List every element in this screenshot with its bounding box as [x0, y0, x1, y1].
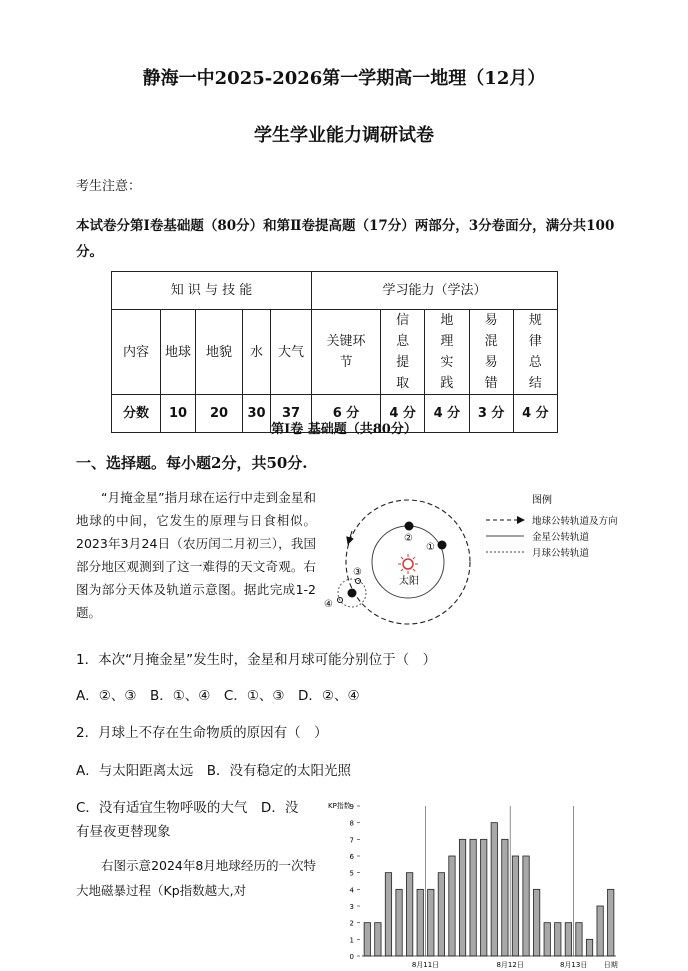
- x-tick-label: 日期: [603, 961, 618, 969]
- kp-bar: [459, 839, 465, 956]
- kp-bar: [502, 839, 508, 956]
- orbit-diagram: [318, 486, 618, 626]
- x-tick-label: 8月11日: [411, 961, 440, 969]
- marker-1: ①: [426, 542, 435, 553]
- kp-bar: [512, 856, 518, 956]
- score-group-ability: 学习能力（学法）: [312, 272, 558, 310]
- score-cell: 10: [161, 395, 196, 433]
- kp-bar: [565, 923, 571, 956]
- score-cell: 37: [271, 395, 312, 433]
- y-tick-label: 3: [349, 903, 354, 911]
- y-tick-label: 2: [349, 919, 354, 928]
- kp-bar: [586, 939, 592, 956]
- y-tick-label: 7: [349, 836, 354, 845]
- kp-bar: [533, 889, 539, 956]
- content-cell: 关键环节: [312, 310, 381, 395]
- content-cell: 水: [243, 310, 271, 395]
- content-cell: 易混易错: [469, 310, 513, 395]
- section1-heading: 一、选择题。每小题2分，共50分.: [76, 454, 308, 472]
- question-2-stem: 2．月球上不存在生命物质的原因有（ ）: [76, 725, 328, 741]
- score-cell: 4 分: [381, 395, 425, 433]
- marker-4: ④: [324, 599, 333, 610]
- question-2-options-cont: C．没有适宜生物呼吸的大气 D．没: [76, 800, 299, 816]
- kp-bar: [576, 923, 582, 956]
- page-title: 静海一中2025-2026第一学期高一地理（12月）: [142, 68, 546, 89]
- kp-bar: [597, 906, 603, 956]
- x-tick-label: 8月12日: [496, 961, 524, 969]
- y-tick-label: 5: [349, 869, 354, 878]
- y-tick-label: 0: [349, 953, 354, 961]
- content-cell: 大气: [271, 310, 312, 395]
- score-cell: 4 分: [425, 395, 469, 433]
- marker-2: ②: [404, 533, 413, 544]
- marker-3: ③: [353, 567, 362, 578]
- kp-index-chart: [328, 796, 620, 971]
- question-2-options: A．与太阳距离太远 B．没有稳定的太阳光照: [76, 763, 351, 779]
- content-cell: 地球: [161, 310, 196, 395]
- kp-bar: [385, 873, 391, 956]
- score-cell: 4 分: [513, 395, 557, 433]
- venus-marker: [405, 522, 414, 531]
- part1-heading: 第Ⅰ卷 基础题（共80分）: [271, 422, 417, 437]
- question-2-options-cont: 有昼夜更替现象: [76, 824, 171, 840]
- score-cell: 20: [196, 395, 243, 433]
- content-cell: 信息提取: [381, 310, 425, 395]
- kp-bar: [544, 923, 550, 956]
- content-cell: 地貌: [196, 310, 243, 395]
- row-label-score: 分数: [112, 395, 161, 433]
- score-cell: 6 分: [312, 395, 381, 433]
- kp-bar: [396, 889, 402, 956]
- chart-ylabel: KP指数: [328, 802, 351, 810]
- venus-marker: [438, 541, 447, 550]
- score-cell: 3 分: [469, 395, 513, 433]
- y-tick-label: 9: [349, 803, 354, 811]
- legend-item: 月球公转轨道: [532, 548, 590, 559]
- kp-bar: [406, 873, 412, 956]
- kp-bar: [481, 839, 487, 956]
- score-table: [111, 271, 558, 433]
- y-tick-label: 6: [349, 853, 354, 861]
- earth-marker: [348, 589, 357, 598]
- kp-bar: [364, 923, 370, 956]
- score-group-knowledge: 知 识 与 技 能: [112, 272, 312, 310]
- notice-label: 考生注意：: [76, 179, 142, 194]
- page-subtitle: 学生学业能力调研试卷: [254, 125, 434, 146]
- content-cell: 地理实践: [425, 310, 469, 395]
- kp-bar: [555, 923, 561, 956]
- kp-bar: [449, 856, 455, 956]
- score-cell: 30: [243, 395, 271, 433]
- kp-bar: [491, 823, 497, 956]
- kp-bar: [523, 856, 529, 956]
- passage-geomagnetic: 右图示意2024年8月地球经历的一次特大地磁暴过程（Kp指数越大,对: [76, 858, 316, 898]
- sun-icon: [398, 554, 418, 574]
- kp-bar: [417, 889, 423, 956]
- question-1-stem: 1．本次“月掩金星”发生时，金星和月球可能分别位于（ ）: [76, 652, 437, 668]
- legend-item: 地球公转轨道及方向: [532, 516, 618, 527]
- sun-label: 太阳: [399, 576, 419, 587]
- kp-bar: [428, 889, 434, 956]
- notice-intro: 本试卷分第Ⅰ卷基础题（80分）和第Ⅱ卷提高题（17分）两部分，3分卷面分，满分共100分。: [76, 218, 615, 260]
- x-tick-label: 8月13日: [559, 961, 588, 969]
- kp-bar: [438, 873, 444, 956]
- row-label-content: 内容: [112, 310, 161, 395]
- earth-orbit: [346, 500, 470, 624]
- y-tick-label: 8: [349, 819, 354, 828]
- y-tick-label: 4: [349, 886, 354, 895]
- kp-bar: [608, 889, 614, 956]
- content-cell: 规律总结: [513, 310, 557, 395]
- legend-item: 金星公转轨道: [532, 532, 590, 543]
- passage-moon-venus: “月掩金星”指月球在运行中走到金星和地球的中间，它发生的原理与日食相似。2023年3月24日（农历闰二月初三），我国部分地区观测到了这一难得的天文奇观。右图为部分天体及轨道示意图。据此完成1-2题。: [76, 490, 316, 620]
- legend-title: 图例: [532, 495, 552, 506]
- y-tick-label: 1: [349, 936, 354, 945]
- kp-bar: [375, 923, 381, 956]
- question-1-options: A．②、③ B．①、④ C．①、③ D．②、④: [76, 688, 360, 704]
- kp-bar: [470, 839, 476, 956]
